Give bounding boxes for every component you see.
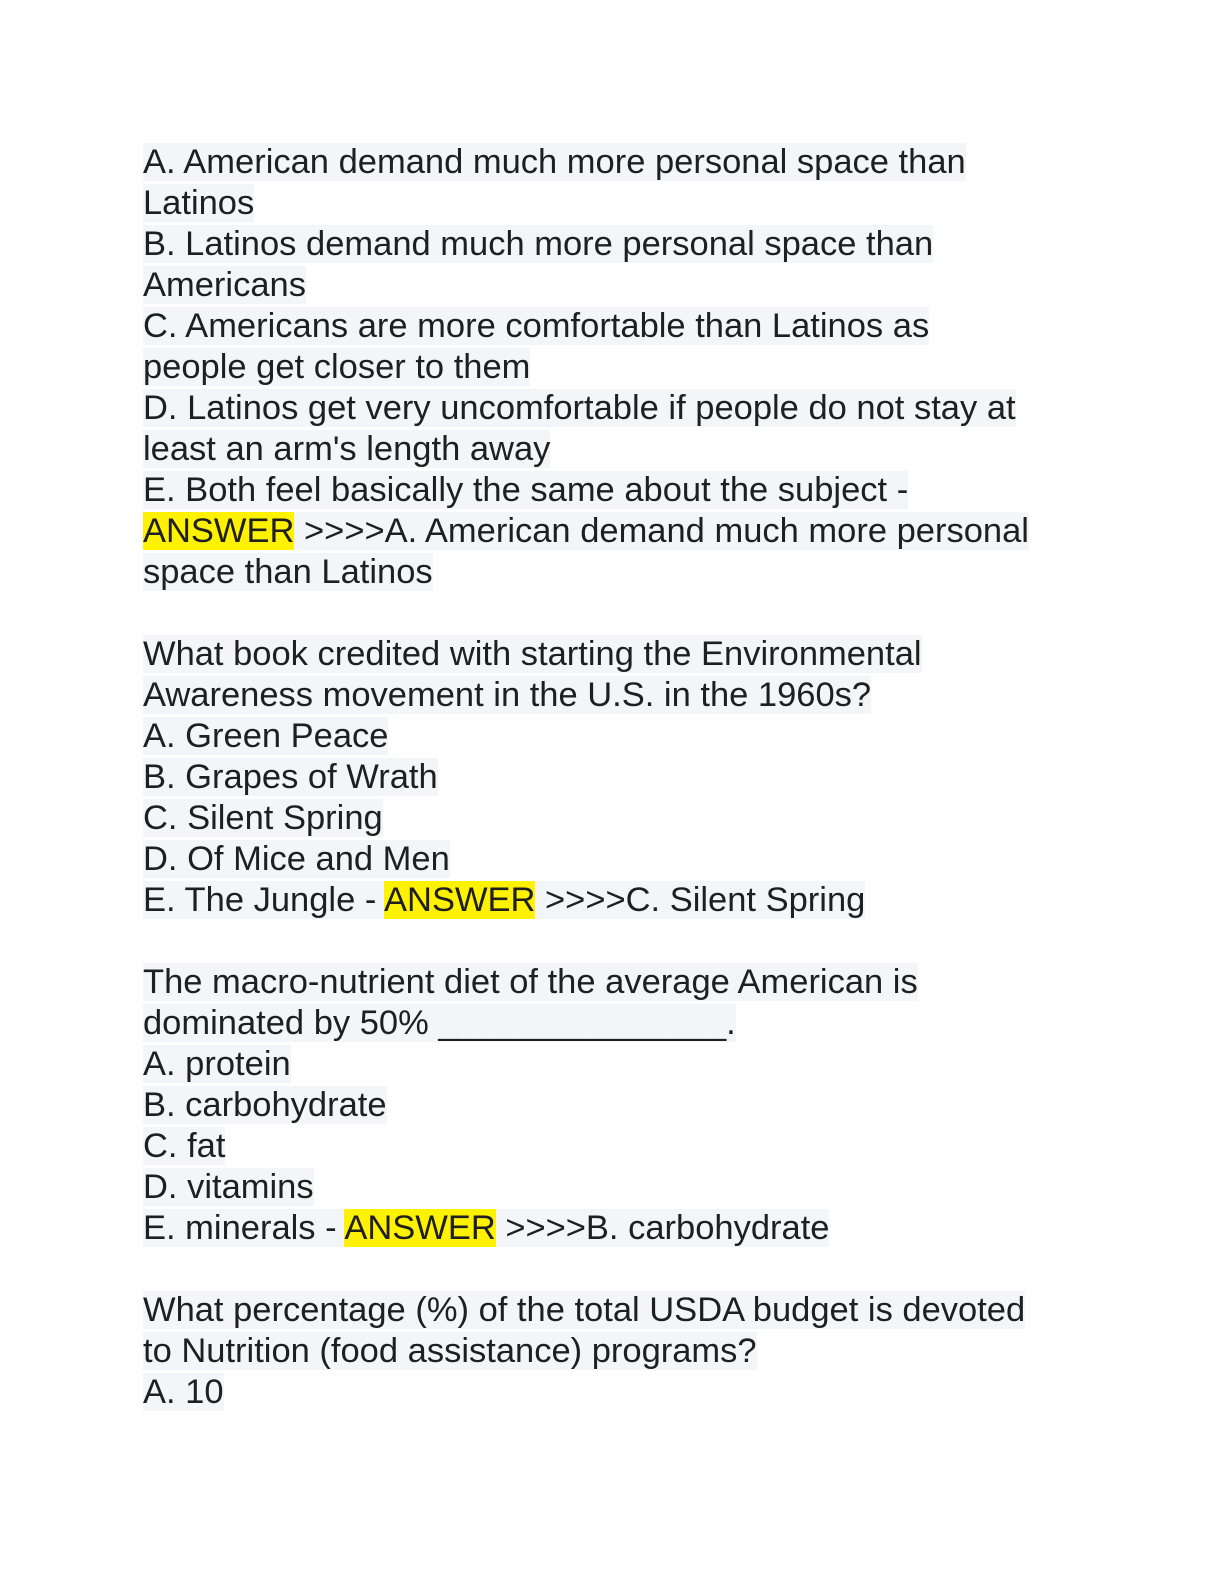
option-line: D. vitamins xyxy=(143,1168,314,1206)
question-text: What book credited with starting the Environmental xyxy=(143,635,922,673)
option-line: least an arm's length away xyxy=(143,430,551,468)
question-text: to Nutrition (food assistance) programs? xyxy=(143,1332,757,1370)
option-line: C. fat xyxy=(143,1127,226,1165)
option-line: A. protein xyxy=(143,1045,291,1083)
spacer xyxy=(143,593,1103,634)
option-line: B. carbohydrate xyxy=(143,1086,387,1124)
answer-line-cont: space than Latinos xyxy=(143,553,433,591)
spacer xyxy=(143,921,1103,962)
option-line: B. Latinos demand much more personal space than xyxy=(143,225,934,263)
answer-line: E. The Jungle - ANSWER >>>>C. Silent Spring xyxy=(143,881,866,919)
option-line: D. Latinos get very uncomfortable if people do not stay at xyxy=(143,389,1016,427)
option-line: D. Of Mice and Men xyxy=(143,840,450,878)
question-2 xyxy=(143,634,1103,921)
question-3 xyxy=(143,962,1103,1249)
question-text: Awareness movement in the U.S. in the 1960s? xyxy=(143,676,872,714)
question-text: dominated by 50% _______________. xyxy=(143,1004,736,1042)
answer-label: ANSWER xyxy=(344,1209,496,1247)
answer-text: >>>>B. carbohydrate xyxy=(495,1209,830,1247)
spacer xyxy=(143,1249,1103,1290)
option-line: A. 10 xyxy=(143,1373,224,1411)
question-4 xyxy=(143,1290,1103,1413)
option-line: Americans xyxy=(143,266,306,304)
option-line-last: E. Both feel basically the same about the subject - xyxy=(143,471,909,509)
answer-line xyxy=(143,511,1103,552)
answer-label: ANSWER xyxy=(384,881,536,919)
answer-text: >>>>C. Silent Spring xyxy=(535,881,866,919)
option-line: A. Green Peace xyxy=(143,717,389,755)
question-text: What percentage (%) of the total USDA budget is devoted xyxy=(143,1291,1026,1329)
option-line: Latinos xyxy=(143,184,255,222)
question-1 xyxy=(143,142,1103,593)
option-line: C. Americans are more comfortable than Latinos as xyxy=(143,307,930,345)
option-line: C. Silent Spring xyxy=(143,799,383,837)
option-line: B. Grapes of Wrath xyxy=(143,758,438,796)
answer-line: E. minerals - ANSWER >>>>B. carbohydrate xyxy=(143,1209,830,1247)
question-text: The macro-nutrient diet of the average American is xyxy=(143,963,918,1001)
document-page xyxy=(143,142,1103,1413)
answer-text: >>>>A. American demand much more personal xyxy=(294,512,1029,550)
option-line: A. American demand much more personal space than xyxy=(143,143,966,181)
answer-label: ANSWER xyxy=(143,512,295,550)
option-line: people get closer to them xyxy=(143,348,531,386)
